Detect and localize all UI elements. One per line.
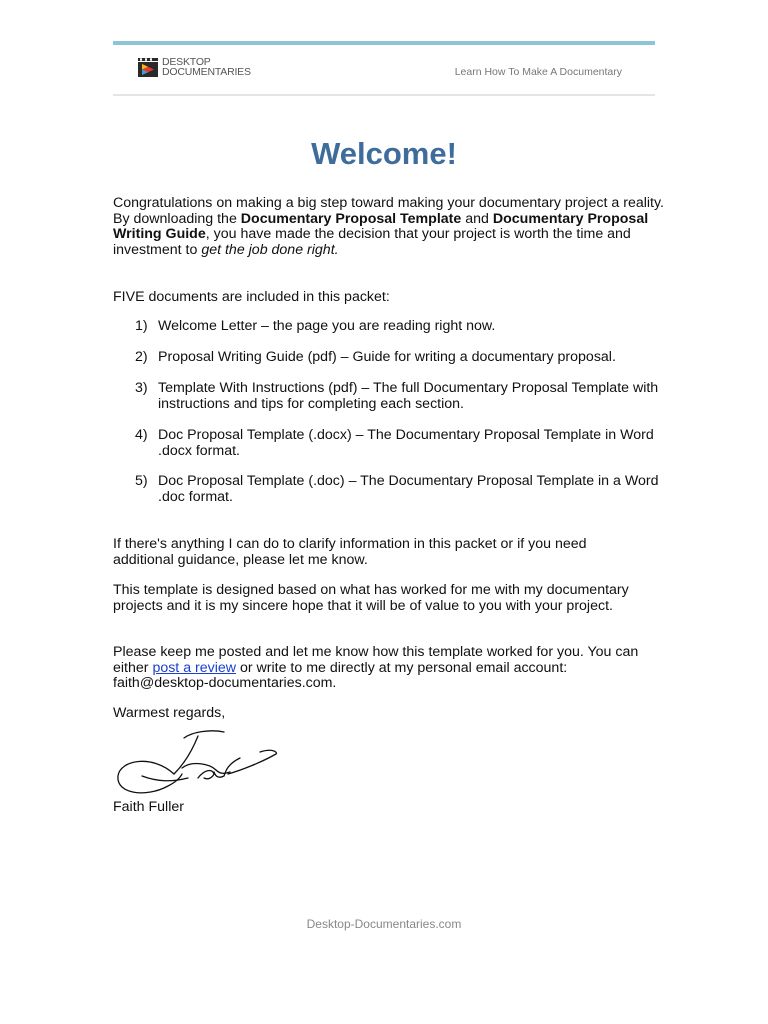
brand-name-line2: DOCUMENTARIES xyxy=(162,66,251,78)
contact-paragraph xyxy=(113,645,648,692)
intro-bold-template: Documentary Proposal Template xyxy=(240,210,462,227)
film-clapper-icon xyxy=(138,57,158,77)
intro-paragraph xyxy=(113,196,673,258)
list-item-number: 5) xyxy=(135,473,148,489)
brand-name xyxy=(162,57,251,77)
list-item-number: 4) xyxy=(135,427,148,443)
intro-text-2: and xyxy=(461,210,493,227)
intro-bold-guide: Documentary Proposal Writing Guide xyxy=(113,210,649,242)
list-item-text: Doc Proposal Template (.docx) – The Documentary Proposal Template in Word .docx format. xyxy=(158,427,654,459)
list-item-text: Template With Instructions (pdf) – The full Documentary Proposal Template with instructions and tips for completing each section. xyxy=(158,380,659,412)
signature-name: Faith Fuller xyxy=(113,799,184,815)
page-header xyxy=(113,45,655,96)
list-item-number: 1) xyxy=(135,318,148,334)
list-item-text: Proposal Writing Guide (pdf) – Guide for writing a documentary proposal. xyxy=(158,349,616,365)
intro-italic: get the job done right. xyxy=(201,241,339,258)
header-tagline: Learn How To Make A Documentary xyxy=(454,66,622,78)
list-item-text: Welcome Letter – the page you are reading right now. xyxy=(158,318,496,334)
list-item-number: 3) xyxy=(135,380,148,396)
brand-name-line1: DESKTOP xyxy=(162,56,211,68)
footer-site-url: Desktop-Documentaries.com xyxy=(306,917,462,931)
post-review-link[interactable]: post a review xyxy=(152,659,237,676)
handwritten-signature xyxy=(112,724,282,802)
list-intro: FIVE documents are included in this packet: xyxy=(113,289,390,305)
list-item-text: Doc Proposal Template (.doc) – The Documentary Proposal Template in a Word .doc format. xyxy=(158,473,659,505)
brand-logo xyxy=(138,57,251,77)
template-paragraph: This template is designed based on what has worked for me with my documentary projects and it is my sincere hope that it will be of value to you with your project. xyxy=(113,582,629,614)
contact-text-2: or write to me directly at my personal email account: faith@desktop-documentaries.com. xyxy=(113,659,568,691)
intro-text-1: Congratulations on making a big step toward making your documentary project a reality. By downloading the xyxy=(113,195,664,227)
intro-text-3: , you have made the decision that your project is worth the time and investment to xyxy=(113,226,631,258)
clarify-paragraph: If there's anything I can do to clarify information in this packet or if you need additional guidance, please let me know. xyxy=(113,536,587,568)
page-title: Welcome! xyxy=(311,136,457,171)
list-item-number: 2) xyxy=(135,349,148,365)
closing-line: Warmest regards, xyxy=(113,705,226,721)
contact-text-1: Please keep me posted and let me know how this template worked for you. You can either xyxy=(113,644,639,676)
